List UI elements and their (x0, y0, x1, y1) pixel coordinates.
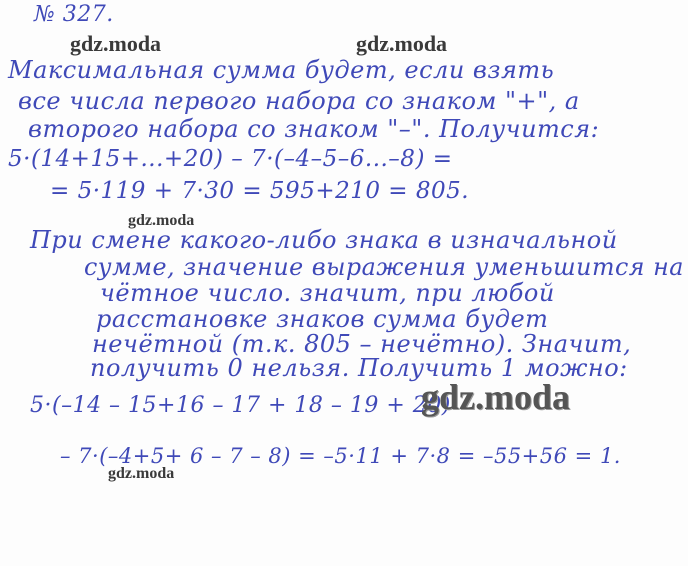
expression-line-4: – 7·(–4+5+ 6 – 7 – 8) = –5·11 + 7·8 = –55+56 = 1. (60, 444, 621, 468)
text-line-11: получить 0 нельзя. Получить 1 можно: (90, 354, 628, 382)
watermark-top-center: gdz.moda (356, 31, 448, 56)
watermark-middle: gdz.moda (128, 212, 195, 229)
text-line-3: второго набора со знаком "–". Получится: (28, 115, 600, 143)
expression-line-2: = 5·119 + 7·30 = 595+210 = 805. (50, 178, 470, 204)
text-line-9: расстановке знаков сумма будет (96, 305, 549, 333)
expression-line-1: 5·(14+15+...+20) – 7·(–4–5–6...–8) = (8, 146, 453, 172)
text-line-8: чётное число. значит, при любой (100, 279, 555, 307)
watermark-top-left: gdz.moda (70, 31, 162, 56)
text-line-10: нечётной (т.к. 805 – нечётно). Значит, (92, 330, 632, 358)
watermark-bottom: gdz.moda (108, 465, 175, 482)
problem-number: № 327. (34, 2, 114, 27)
watermark-big: gdz.moda (421, 377, 571, 417)
text-line-1: Максимальная сумма будет, если взять (8, 56, 555, 84)
text-line-2: все числа первого набора со знаком "+", а (18, 87, 580, 115)
text-line-6: При смене какого-либо знака в изначальной (30, 226, 618, 254)
expression-line-3: 5·(–14 – 15+16 – 17 + 18 – 19 + 20) (30, 393, 451, 418)
text-line-7: сумме, значение выражения уменьшится на (84, 253, 684, 281)
